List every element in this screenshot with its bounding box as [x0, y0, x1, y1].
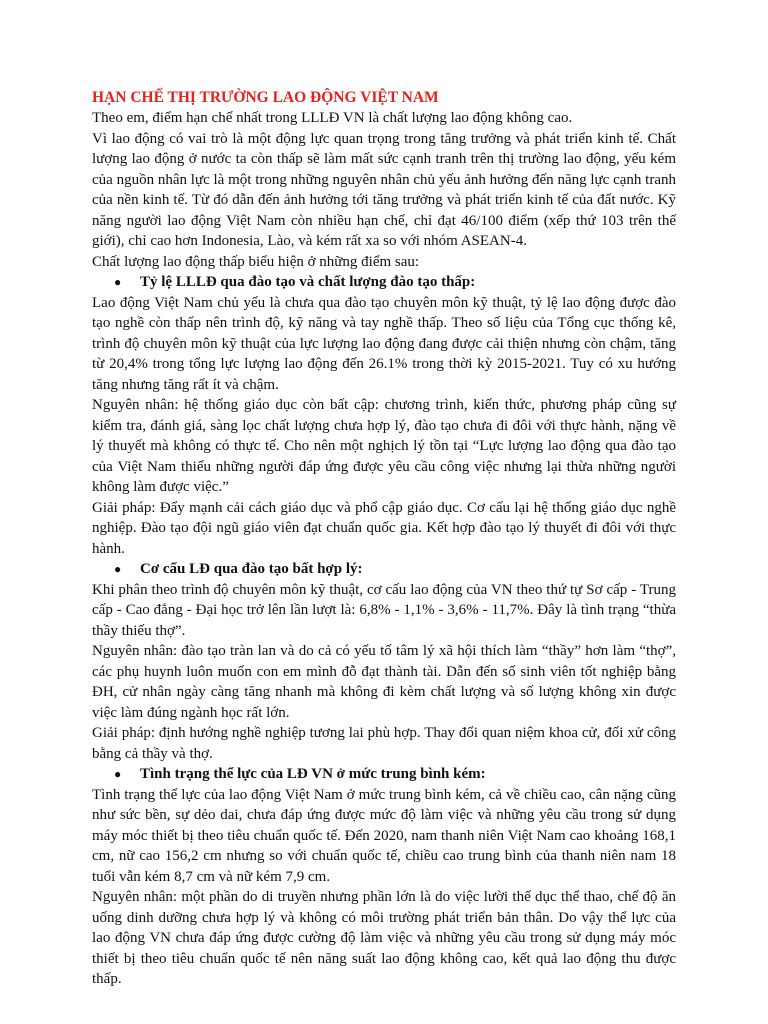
section-2-paragraph-3: Giải pháp: định hướng nghề nghiệp tương lai phù hợp. Thay đổi quan niệm khoa cử, đối xử công bằng cả thầy và thợ.	[92, 725, 676, 762]
section-1-paragraph-1: Lao động Việt Nam chủ yếu là chưa qua đào tạo chuyên môn kỹ thuật, tỷ lệ lao động được đào tạo nghề còn thấp nên trình độ, kỹ năng và tay nghề thấp. Theo số liệu của Tổng cục thống kê, trình độ chuyên môn kỹ thuật của lực lượng lao động đang được cải thiện nhưng còn chậm, tăng từ 20,4% trong tổng lực lượng lao động đến 26.1% trong thời kỳ 2015-2021. Tuy có xu hướng tăng nhưng tăng rất ít và chậm.	[92, 294, 676, 393]
section-2-heading	[114, 559, 676, 580]
intro-paragraph-1: Theo em, điểm hạn chế nhất trong LLLĐ VN là chất lượng lao động không cao.	[92, 110, 573, 126]
section-1-paragraph-3: Giải pháp: Đẩy mạnh cải cách giáo dục và phổ cập giáo dục. Cơ cấu lại hệ thống giáo dục nghề nghiệp. Đào tạo đội ngũ giáo viên đạt chuẩn quốc gia. Kết hợp đào tạo lý thuyết đi đôi với thực hành.	[92, 499, 676, 557]
section-3-paragraph-2: Nguyên nhân: một phần do di truyền nhưng phần lớn là do việc lười thể dục thể thao, chế độ ăn uống dinh dưỡng chưa hợp lý và không có môi trường phát triển bản thân. Do vậy thể lực của lao động VN chưa đáp ứng được cường độ làm việc và những yêu cầu trong sử dụng máy móc thiết bị theo tiêu chuẩn quốc tế nên năng suất lao động không cao, kết quả lao động thu được thấp.	[92, 889, 676, 987]
section-2-heading-text: Cơ cấu LĐ qua đào tạo bất hợp lý:	[140, 561, 363, 577]
section-1-heading-text: Tỷ lệ LLLĐ qua đào tạo và chất lượng đào tạo thấp:	[140, 274, 476, 290]
bullet-icon: ●	[114, 275, 122, 289]
section-1-heading	[114, 272, 676, 293]
section-3-heading-text: Tình trạng thể lực của LĐ VN ở mức trung bình kém:	[140, 766, 486, 782]
section-3-paragraph-1: Tình trạng thể lực của lao động Việt Nam ở mức trung bình kém, cả về chiều cao, cân nặng cũng như sức bền, sự dẻo dai, chưa đáp ứng được mức độ làm việc và những yêu cầu trong sử dụng máy móc thiết bị theo tiêu chuẩn quốc tế. Đến 2020, nam thanh niên Việt Nam cao khoảng 168,1 cm, nữ cao 156,2 cm nhưng so với chuẩn quốc tế, chiều cao trung bình của thanh niên nam 18 tuổi vẫn kém 8,7 cm và nữ kém 7,9 cm.	[92, 786, 676, 885]
intro-paragraph-2: Vì lao động có vai trò là một động lực quan trọng trong tăng trưởng và phát triển kinh tế. Chất lượng lao động ở nước ta còn thấp sẽ làm mất sức cạnh tranh trên thị trường lao động, yếu kém của nguồn nhân lực là một trong những nguyên nhân chủ yếu ảnh hưởng đến năng lực cạnh tranh của nền kinh tế. Từ đó dẫn đến ảnh hưởng tới tăng trưởng và phát triển kinh tế của đất nước. Kỹ năng người lao động Việt Nam còn nhiều hạn chế, chỉ đạt 46/100 điểm (xếp thứ 103 trên thế giới), chỉ cao hơn Indonesia, Lào, và kém rất xa so với nhóm ASEAN-4.	[92, 130, 676, 249]
document-page	[92, 88, 676, 990]
bullet-icon: ●	[114, 767, 122, 781]
intro-paragraph-3: Chất lượng lao động thấp biểu hiện ở những điểm sau:	[92, 253, 420, 270]
document-title: HẠN CHẾ THỊ TRƯỜNG LAO ĐỘNG VIỆT NAM	[92, 89, 439, 106]
section-2-paragraph-1: Khi phân theo trình độ chuyên môn kỹ thuật, cơ cấu lao động của VN theo thứ tự Sơ cấp - Trung cấp - Cao đẳng - Đại học trở lên lần lượt là: 6,8% - 1,1% - 3,6% - 11,7%. Đây là tình trạng “thừa thầy thiếu thợ”.	[92, 581, 676, 639]
section-2-paragraph-2: Nguyên nhân: đào tạo tràn lan và do cả có yếu tố tâm lý xã hội thích làm “thầy” hơn làm “thợ”, các phụ huynh luôn muốn con em mình đỗ đạt thành tài. Dẫn đến số sinh viên tốt nghiệp bằng ĐH, cử nhân ngày càng tăng nhanh mà không đi kèm chất lượng và số lượng không xin được việc làm đúng ngành học rất lớn.	[92, 643, 676, 721]
section-1-paragraph-2: Nguyên nhân: hệ thống giáo dục còn bất cập: chương trình, kiến thức, phương pháp cũng sự kiểm tra, đánh giá, sàng lọc chất lượng chưa hợp lý, đào tạo chưa đi đôi với thực hành, nặng về lý thuyết mà không có thực tế. Cho nên một nghịch lý tồn tại “Lực lượng lao động qua đào tạo của Việt Nam thiếu những người đáp ứng được yêu cầu công việc nhưng lại thừa những người không làm được việc.”	[92, 397, 676, 495]
bullet-icon: ●	[114, 562, 122, 576]
section-3-heading	[114, 764, 676, 785]
